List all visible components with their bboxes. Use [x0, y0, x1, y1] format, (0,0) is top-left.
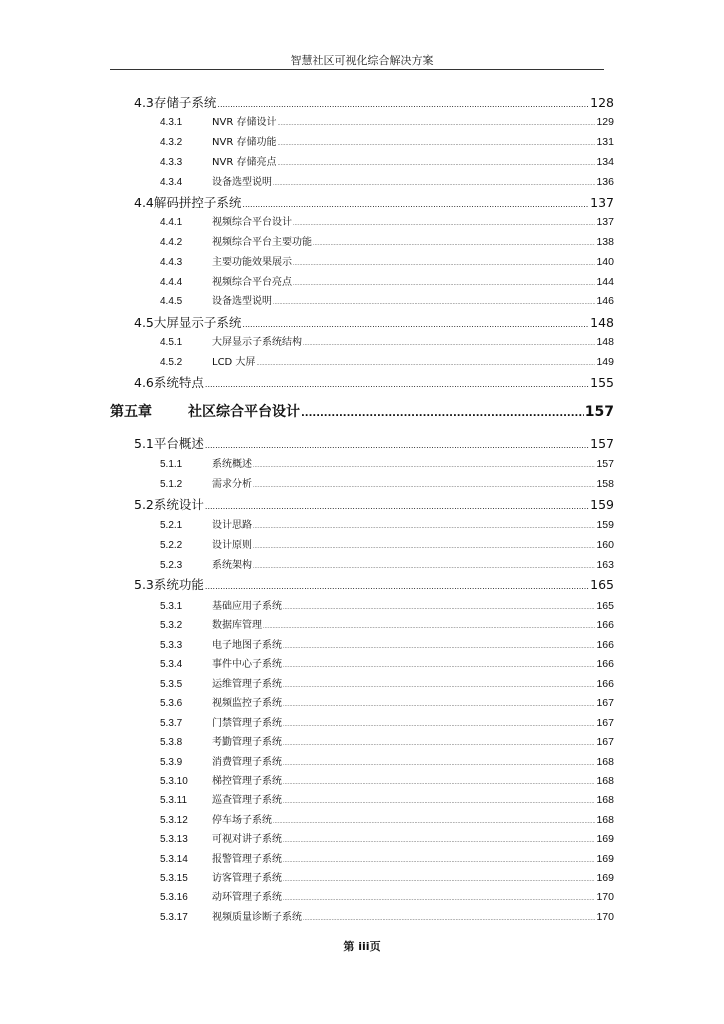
dot-leader — [283, 776, 595, 787]
toc-subsection-entry[interactable] — [160, 516, 614, 531]
toc-section-entry[interactable] — [134, 313, 614, 331]
subsection-number: 4.5.2 — [160, 357, 183, 368]
section-title: 存储子系统 — [153, 95, 217, 110]
page-number: 166 — [596, 678, 614, 690]
dot-leader — [273, 177, 595, 188]
subsection-title: 可视对讲子系统 — [212, 834, 282, 845]
section-number: 4.3 — [134, 95, 154, 110]
section-number: 5.1 — [134, 436, 154, 451]
subsection-number: 5.3.12 — [160, 815, 188, 826]
subsection-number: 5.3.11 — [160, 795, 188, 806]
page-number: 170 — [596, 911, 614, 923]
dot-leader — [283, 854, 595, 865]
toc-subsection-entry[interactable] — [160, 675, 614, 690]
page-number: 167 — [596, 736, 614, 748]
toc-subsection-entry[interactable] — [160, 353, 614, 368]
subsection-number: 5.3.16 — [160, 892, 188, 903]
dot-leader — [283, 601, 595, 612]
toc-subsection-entry[interactable] — [160, 772, 614, 787]
toc-subsection-entry[interactable] — [160, 253, 614, 268]
subsection-title: 基础应用子系统 — [212, 601, 282, 612]
page-number: 148 — [590, 315, 614, 330]
toc-subsection-entry[interactable] — [160, 694, 614, 709]
subsection-number: 5.2.2 — [160, 540, 183, 551]
toc-section-entry[interactable] — [134, 495, 614, 513]
page-number: 159 — [596, 519, 614, 531]
page-number: 170 — [596, 891, 614, 903]
section-number: 5.3 — [134, 577, 154, 592]
toc-subsection-entry[interactable] — [160, 455, 614, 470]
subsection-number: 4.4.5 — [160, 296, 183, 307]
page-number: 166 — [596, 639, 614, 651]
dot-leader — [205, 375, 589, 390]
section-title: 平台概述 — [153, 436, 204, 451]
toc-subsection-entry[interactable] — [160, 733, 614, 748]
toc-subsection-entry[interactable] — [160, 233, 614, 248]
subsection-title: 大屏显示子系统结构 — [212, 337, 302, 348]
page-number: 168 — [596, 756, 614, 768]
subsection-title: 系统架构 — [212, 560, 252, 571]
subsection-number: 5.3.2 — [160, 620, 183, 631]
chapter-title: 社区综合平台设计 — [188, 404, 300, 420]
dot-leader — [253, 520, 595, 531]
toc-subsection-entry[interactable] — [160, 616, 614, 631]
page-number: 159 — [590, 497, 614, 512]
toc-subsection-entry[interactable] — [160, 714, 614, 729]
subsection-title: NVR 存储设计 — [212, 117, 277, 128]
subsection-number: 5.3.1 — [160, 601, 183, 612]
chapter-number: 第五章 — [110, 404, 152, 420]
subsection-number: 4.3.3 — [160, 157, 183, 168]
page-header-title: 智慧社区可视化综合解决方案 — [290, 54, 434, 67]
toc-subsection-entry[interactable] — [160, 536, 614, 551]
page-number: 129 — [596, 116, 614, 128]
page-number: 157 — [596, 458, 614, 470]
subsection-title: 门禁管理子系统 — [212, 718, 282, 729]
subsection-number: 5.2.3 — [160, 560, 183, 571]
subsection-number: 5.3.14 — [160, 854, 188, 865]
subsection-title: 事件中心子系统 — [212, 659, 282, 670]
dot-leader — [205, 436, 589, 451]
subsection-title: 设备选型说明 — [212, 177, 272, 188]
toc-subsection-entry[interactable] — [160, 556, 614, 571]
subsection-number: 5.3.4 — [160, 659, 183, 670]
dot-leader — [283, 718, 595, 729]
toc-section-entry[interactable] — [134, 193, 614, 211]
subsection-number: 5.1.1 — [160, 459, 183, 470]
page-number: 136 — [596, 176, 614, 188]
dot-leader — [256, 357, 595, 368]
page-number: 160 — [596, 539, 614, 551]
subsection-title: 报警管理子系统 — [212, 854, 282, 865]
dot-leader — [242, 315, 589, 330]
toc-subsection-entry[interactable] — [160, 908, 614, 923]
toc-subsection-entry[interactable] — [160, 636, 614, 651]
toc-section-entry[interactable] — [134, 575, 614, 593]
toc-subsection-entry[interactable] — [160, 153, 614, 168]
subsection-title: 动环管理子系统 — [212, 892, 282, 903]
dot-leader — [303, 337, 595, 348]
subsection-title: 视频质量诊断子系统 — [212, 912, 302, 923]
toc-subsection-entry[interactable] — [160, 655, 614, 670]
section-title: 系统功能 — [153, 577, 204, 592]
subsection-title: 数据库管理 — [212, 620, 262, 631]
page-number: 146 — [596, 295, 614, 307]
dot-leader — [283, 834, 595, 845]
page-number: 165 — [590, 577, 614, 592]
subsection-title: 停车场子系统 — [212, 815, 272, 826]
page-number: 166 — [596, 619, 614, 631]
subsection-number: 5.2.1 — [160, 520, 183, 531]
dot-leader — [293, 257, 595, 268]
toc-subsection-entry[interactable] — [160, 173, 614, 188]
subsection-title: 消费管理子系统 — [212, 757, 282, 768]
toc-subsection-entry[interactable] — [160, 113, 614, 128]
dot-leader — [253, 540, 595, 551]
subsection-title: 需求分析 — [212, 479, 252, 490]
subsection-title: 电子地图子系统 — [212, 640, 282, 651]
dot-leader — [283, 795, 595, 806]
page-number: 166 — [596, 658, 614, 670]
page-number: 149 — [596, 356, 614, 368]
header-rule — [110, 69, 604, 70]
subsection-number: 5.3.13 — [160, 834, 188, 845]
dot-leader — [253, 560, 595, 571]
toc-subsection-entry[interactable] — [160, 292, 614, 307]
page-number: 131 — [596, 136, 614, 148]
page-number: 148 — [596, 336, 614, 348]
toc-subsection-entry[interactable] — [160, 597, 614, 612]
dot-leader — [293, 277, 595, 288]
page-number: 157 — [590, 436, 614, 451]
subsection-number: 5.3.15 — [160, 873, 188, 884]
dot-leader — [301, 404, 584, 420]
section-title: 系统特点 — [153, 375, 204, 390]
subsection-title: 主要功能效果展示 — [212, 257, 292, 268]
page-footer-number: 第 iii页 — [343, 940, 381, 953]
toc-subsection-entry[interactable] — [160, 888, 614, 903]
subsection-number: 5.3.3 — [160, 640, 183, 651]
dot-leader — [242, 195, 589, 210]
subsection-title: 运维管理子系统 — [212, 679, 282, 690]
section-number: 4.4 — [134, 195, 154, 210]
subsection-number: 4.4.3 — [160, 257, 183, 268]
subsection-number: 5.3.5 — [160, 679, 183, 690]
dot-leader — [277, 137, 595, 148]
dot-leader — [283, 659, 595, 670]
dot-leader — [283, 737, 595, 748]
page-number: 167 — [596, 697, 614, 709]
toc-subsection-entry[interactable] — [160, 133, 614, 148]
dot-leader — [263, 620, 595, 631]
toc-subsection-entry[interactable] — [160, 475, 614, 490]
subsection-title: NVR 存储亮点 — [212, 157, 277, 168]
section-number: 4.6 — [134, 375, 154, 390]
page-number: 155 — [590, 375, 614, 390]
toc-chapter-entry[interactable] — [110, 401, 614, 421]
section-number: 4.5 — [134, 315, 154, 330]
subsection-number: 4.4.1 — [160, 217, 183, 228]
toc-section-entry[interactable] — [134, 373, 614, 391]
dot-leader — [283, 679, 595, 690]
toc-subsection-entry[interactable] — [160, 869, 614, 884]
subsection-number: 4.3.2 — [160, 137, 183, 148]
dot-leader — [283, 757, 595, 768]
section-number: 5.2 — [134, 497, 154, 512]
page-number: 140 — [596, 256, 614, 268]
page-number: 137 — [596, 216, 614, 228]
dot-leader — [303, 912, 595, 923]
page-number: 169 — [596, 833, 614, 845]
toc-subsection-entry[interactable] — [160, 830, 614, 845]
toc-subsection-entry[interactable] — [160, 333, 614, 348]
page-number: 169 — [596, 853, 614, 865]
dot-leader — [293, 217, 595, 228]
section-title: 大屏显示子系统 — [153, 315, 242, 330]
dot-leader — [277, 117, 595, 128]
page-number: 157 — [584, 404, 614, 420]
dot-leader — [253, 479, 595, 490]
subsection-number: 5.1.2 — [160, 479, 183, 490]
subsection-title: 视频综合平台主要功能 — [212, 237, 312, 248]
subsection-title: 考勤管理子系统 — [212, 737, 282, 748]
toc-subsection-entry[interactable] — [160, 213, 614, 228]
dot-leader — [283, 873, 595, 884]
section-title: 解码拼控子系统 — [153, 195, 242, 210]
page-number: 144 — [596, 276, 614, 288]
subsection-number: 5.3.6 — [160, 698, 183, 709]
subsection-number: 4.4.2 — [160, 237, 183, 248]
dot-leader — [277, 157, 595, 168]
subsection-title: NVR 存储功能 — [212, 137, 277, 148]
toc-section-entry[interactable] — [134, 93, 614, 111]
page-number: 167 — [596, 717, 614, 729]
subsection-title: 视频综合平台亮点 — [212, 277, 292, 288]
subsection-title: 视频监控子系统 — [212, 698, 282, 709]
subsection-title: 设备选型说明 — [212, 296, 272, 307]
page-number: 168 — [596, 794, 614, 806]
toc-subsection-entry[interactable] — [160, 273, 614, 288]
dot-leader — [253, 459, 595, 470]
toc-subsection-entry[interactable] — [160, 850, 614, 865]
subsection-number: 5.3.7 — [160, 718, 183, 729]
subsection-number: 4.3.1 — [160, 117, 183, 128]
page-number: 158 — [596, 478, 614, 490]
subsection-title: 巡查管理子系统 — [212, 795, 282, 806]
subsection-title: 系统概述 — [212, 459, 252, 470]
subsection-number: 5.3.10 — [160, 776, 188, 787]
dot-leader — [283, 892, 595, 903]
dot-leader — [205, 577, 589, 592]
page-number: 137 — [590, 195, 614, 210]
toc-subsection-entry[interactable] — [160, 753, 614, 768]
toc-section-entry[interactable] — [134, 434, 614, 452]
dot-leader — [283, 698, 595, 709]
subsection-title: 视频综合平台设计 — [212, 217, 292, 228]
subsection-number: 5.3.9 — [160, 757, 183, 768]
subsection-number: 5.3.8 — [160, 737, 183, 748]
subsection-number: 4.4.4 — [160, 277, 183, 288]
dot-leader — [205, 497, 589, 512]
dot-leader — [217, 95, 589, 110]
dot-leader — [283, 640, 595, 651]
subsection-number: 5.3.17 — [160, 912, 188, 923]
subsection-title: 设计原则 — [212, 540, 252, 551]
page-number: 163 — [596, 559, 614, 571]
dot-leader — [273, 815, 595, 826]
subsection-title: 访客管理子系统 — [212, 873, 282, 884]
page-number: 134 — [596, 156, 614, 168]
section-title: 系统设计 — [153, 497, 204, 512]
page-number: 169 — [596, 872, 614, 884]
toc-subsection-entry[interactable] — [160, 811, 614, 826]
page-number: 128 — [590, 95, 614, 110]
subsection-number: 4.5.1 — [160, 337, 183, 348]
page-number: 165 — [596, 600, 614, 612]
page-number: 168 — [596, 775, 614, 787]
dot-leader — [273, 296, 595, 307]
page-number: 168 — [596, 814, 614, 826]
toc-subsection-entry[interactable] — [160, 791, 614, 806]
subsection-number: 4.3.4 — [160, 177, 183, 188]
subsection-title: 梯控管理子系统 — [212, 776, 282, 787]
dot-leader — [313, 237, 595, 248]
subsection-title: LCD 大屏 — [212, 357, 256, 368]
subsection-title: 设计思路 — [212, 520, 252, 531]
page-number: 138 — [596, 236, 614, 248]
